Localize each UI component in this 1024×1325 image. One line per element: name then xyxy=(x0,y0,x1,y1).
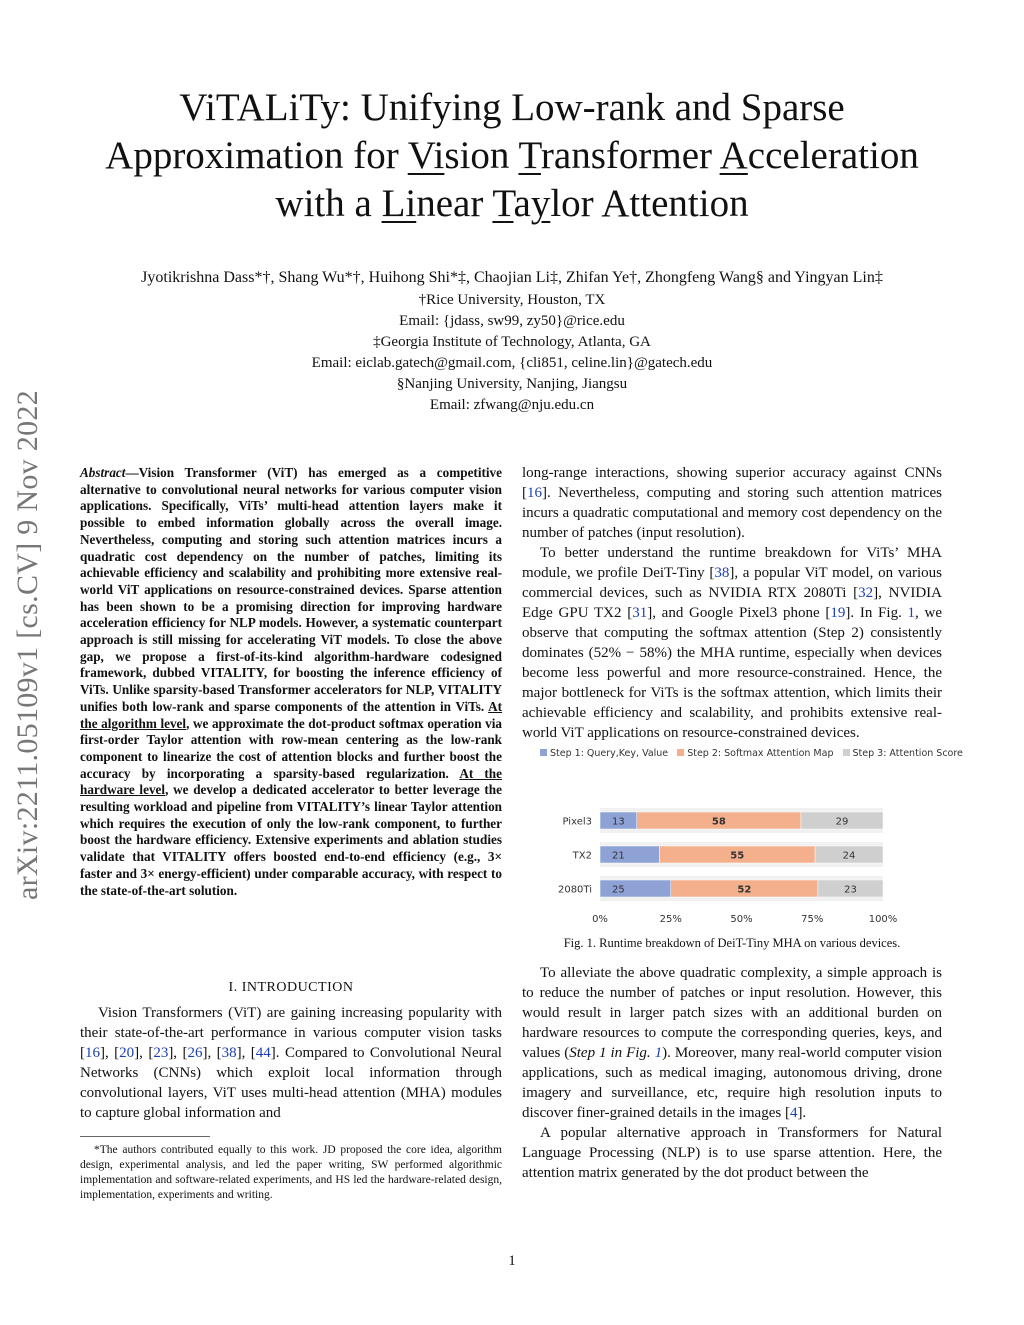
right-paragraph-1: long-range interactions, showing superior accuracy against CNNs [16]. Nevertheless, computing and storing such attention matrices incurs a quadratic computational and memory cost dependency on the number of patches (input resolution). xyxy=(522,465,942,541)
affiliation-rice: †Rice University, Houston, TX xyxy=(418,292,606,308)
right-paragraph-4: A popular alternative approach in Transformers for Natural Language Processing (NLP) is to use sparse attention. Here, the attention matrix generated by the dot product between the xyxy=(522,1125,942,1181)
arxiv-stamp: arXiv:2211.05109v1 [cs.CV] 9 Nov 2022 xyxy=(11,390,44,900)
abstract: Abstract—Vision Transformer (ViT) has emerged as a competitive alternative to convolutional neural networks for various computer vision applications. Specifically, ViTs’ multi-head attention layers make it possible to embed information globally across the overall image. Nevertheless, computing and storing such attention matrices incurs a quadratic cost dependency on the number of patches, limiting its achievable efficiency and scalability and prohibiting more extensive real-world ViT applications on resource-constrained devices. Sparse attention has been shown to be a promising direction for improving hardware acceleration efficiency for NLP models. However, a systematic counterpart approach is still missing for accelerating ViT models. To close the above gap, we propose a first-of-its-kind algorithm-hardware codesigned framework, dubbed VITALITY, for boosting the inference efficiency of ViTs. Unlike sparsity-based Transformer accelerators for NLP, VITALITY unifies both low-rank and sparse components of the attention in ViTs. At the algorithm level, we approximate the dot-product softmax operation via first-order Taylor attention with row-mean centering as the low-rank component to linearize the cost of attention blocks and further boost the accuracy by incorporating a sparsity-based regularization. At the hardware level, we develop a dedicated accelerator to better leverage the resulting workload and pipeline from VITALITY’s linear Taylor attention which requires the execution of only the low-rank component, to further boost the hardware efficiency. Extensive experiments and ablation studies validate that VITALITY offers boosted end-to-end efficiency (e.g., 3× faster and 3× energy-efficient) under comparable accuracy, with respect to the state-of-the-art solution. xyxy=(80,465,503,898)
data-label: 25 xyxy=(612,884,625,896)
author-list: Jyotikrishna Dass*†, Shang Wu*†, Huihong Shi*‡, Chaojian Li‡, Zhifan Ye†, Zhongfeng Wang§ and Yingyan Lin‡ xyxy=(141,269,883,286)
right-paragraph-2: To better understand the runtime breakdown for ViTs’ MHA module, we profile DeiT-Tiny [38], a popular ViT model, on various commercial devices, such as NVIDIA RTX 2080Ti [32], NVIDIA Edge GPU TX2 [31], and Google Pixel3 phone [19]. In Fig. 1, we observe that computing the softmax attention (Step 2) consistently dominates (52% − 58%) the MHA runtime, especially when devices become less powerful and more resource-constrained. Hence, the major bottleneck for ViTs is the softmax attention, which limits their achievable efficiency and scalability, and prohibits extensive real-world ViT applications on resource-constrained devices. xyxy=(522,545,943,741)
x-tick-label: 50% xyxy=(730,914,753,925)
paper-title xyxy=(60,84,964,228)
bar-segment xyxy=(600,880,671,897)
affiliation-georgia-tech: ‡Georgia Institute of Technology, Atlanta, GA xyxy=(373,334,651,350)
data-label: 55 xyxy=(730,850,745,862)
category-label: TX2 xyxy=(572,850,592,862)
section-heading-introduction: I. INTRODUCTION xyxy=(228,980,354,995)
x-tick-label: 0% xyxy=(592,914,608,925)
data-label: 29 xyxy=(835,816,849,828)
data-label: 23 xyxy=(844,884,857,896)
right-column-bottom xyxy=(522,963,942,1183)
legend-step2: Step 2: Softmax Attention Map xyxy=(677,748,833,759)
chart-legend xyxy=(540,748,963,759)
email-georgia-tech: Email: eiclab.gatech@gmail.com, {cli851, celine.lin}@gatech.edu xyxy=(311,355,713,371)
footnote-rule xyxy=(80,1136,210,1137)
page-number: 1 xyxy=(508,1253,516,1269)
bar-segment xyxy=(600,846,659,863)
data-label: 58 xyxy=(711,816,726,828)
legend-step1: Step 1: Query,Key, Value xyxy=(540,748,668,759)
x-tick-label: 25% xyxy=(659,914,682,925)
title-line-1: ViTALiTy: Unifying Low-rank and Sparse xyxy=(179,86,845,129)
intro-paragraph: Vision Transformers (ViT) are gaining increasing popularity with their state-of-the-art performance in various computer vision tasks [16], [20], [23], [26], [38], [44]. Compared to Convolutional Neural Networks (CNNs) which exploit local information through convolutional layers, ViT uses multi-head attention (MHA) modules to capture global information and xyxy=(80,1005,502,1121)
data-label: 52 xyxy=(737,884,752,896)
title-line-3: with a Linear Taylor Attention xyxy=(275,182,749,225)
x-tick-label: 100% xyxy=(868,914,898,925)
data-label: 21 xyxy=(612,850,625,862)
email-nanjing: Email: zfwang@nju.edu.cn xyxy=(429,397,595,413)
category-label: Pixel3 xyxy=(562,816,592,828)
category-label: 2080Ti xyxy=(557,884,592,896)
runtime-breakdown-chart xyxy=(530,776,910,928)
x-tick-label: 75% xyxy=(801,914,824,925)
title-line-2: Approximation for Vision Transformer Acceleration xyxy=(105,134,919,177)
right-column-top xyxy=(522,463,942,743)
legend-step3: Step 3: Attention Score xyxy=(843,748,963,759)
footnote: *The authors contributed equally to this work. JD proposed the core idea, algorithm design, experimental analysis, and led the paper writing, SW performed algorithmic implementation and software-related experiments, and HS led the hardware-related design, implementation, experiments and writing. xyxy=(80,1144,502,1201)
data-label: 13 xyxy=(612,816,625,828)
right-paragraph-3: To alleviate the above quadratic complexity, a simple approach is to reduce the number of patches or input resolution. However, this would result in larger patch sizes with an additional burden on hardware resources to compute the corresponding queries, keys, and values (Step 1 in Fig. 1). Moreover, many real-world computer vision applications, such as medical imaging, autonomous driving, drone imagery and surveillance, etc, require high resolution inputs to discover finer-grained details in the images [4]. xyxy=(522,965,942,1121)
data-label: 24 xyxy=(842,850,856,862)
affiliation-nanjing: §Nanjing University, Nanjing, Jiangsu xyxy=(396,376,628,392)
figure-caption: Fig. 1. Runtime breakdown of DeiT-Tiny MHA on various devices. xyxy=(563,936,901,950)
email-rice: Email: {jdass, sw99, zy50}@rice.edu xyxy=(399,313,625,329)
